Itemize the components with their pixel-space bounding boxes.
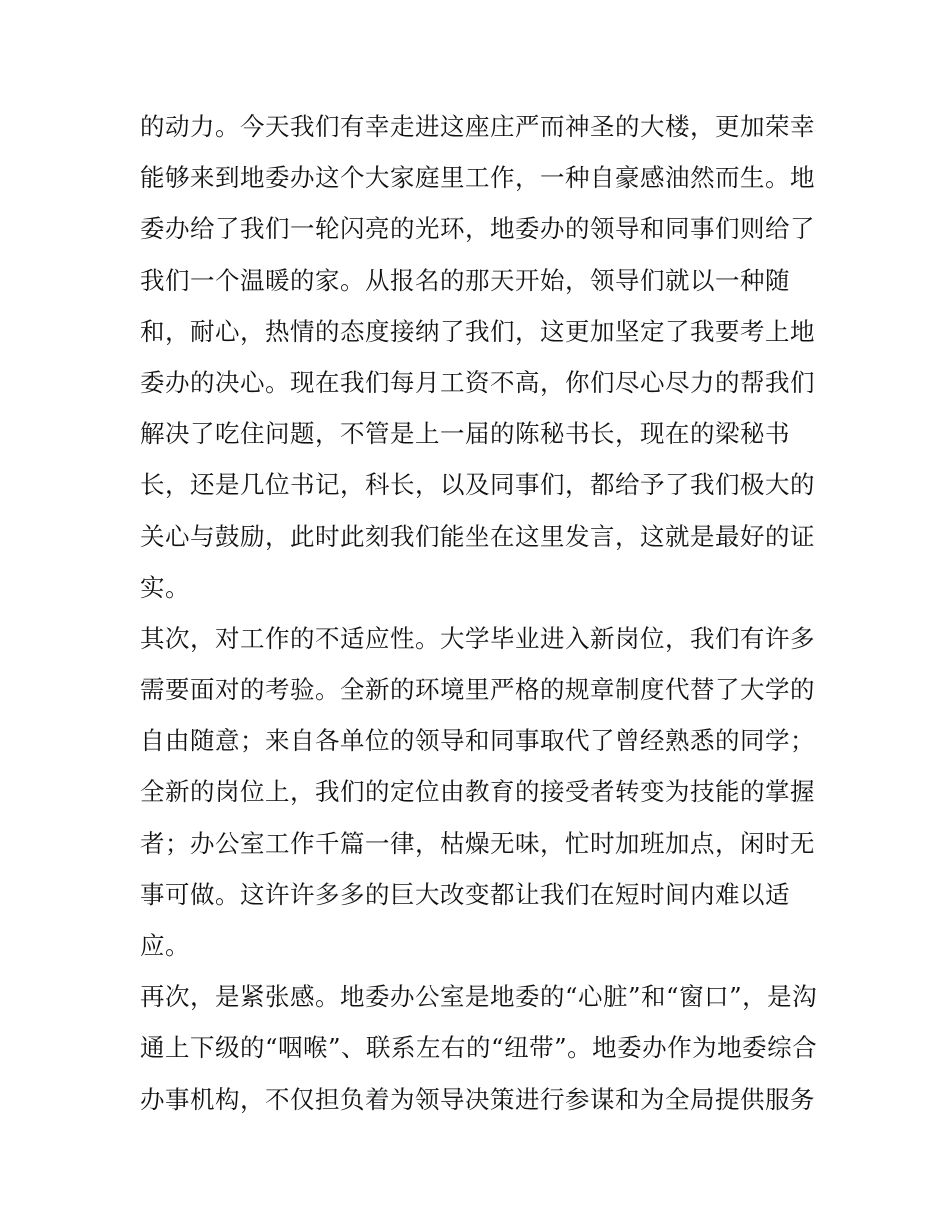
text-line: 需要面对的考验。全新的环境里严格的规章制度代替了大学的	[140, 675, 815, 705]
text-line: 委办的决心。现在我们每月工资不高，你们尽心尽力的帮我们	[140, 367, 815, 397]
text-line: 通上下级的“咽喉”、联系左右的“纽带”。地委办作为地委综合	[140, 1033, 818, 1063]
text-line: 应。	[140, 931, 190, 960]
text-line: 全新的岗位上，我们的定位由教育的接受者转变为技能的掌握	[140, 777, 815, 807]
text-line: 我们一个温暖的家。从报名的那天开始，领导们就以一种随	[140, 265, 790, 295]
text-line: 自由随意；来自各单位的领导和同事取代了曾经熟悉的同学；	[140, 726, 815, 756]
document-body	[140, 101, 820, 1125]
text-line: 长，还是几位书记，科长，以及同事们，都给予了我们极大的	[140, 470, 815, 500]
text-line: 能够来到地委办这个大家庭里工作，一种自豪感油然而生。地	[140, 163, 815, 193]
text-line: 委办给了我们一轮闪亮的光环，地委办的领导和同事们则给了	[140, 214, 815, 244]
text-line: 关心与鼓励，此时此刻我们能坐在这里发言，这就是最好的证	[140, 521, 815, 551]
text-line: 其次，对工作的不适应性。大学毕业进入新岗位，我们有许多	[140, 623, 815, 653]
text-line: 办事机构，不仅担负着为领导决策进行参谋和为全局提供服务	[140, 1084, 815, 1114]
text-line: 事可做。这许许多多的巨大改变都让我们在短时间内难以适	[140, 879, 790, 909]
text-line: 实。	[140, 572, 190, 602]
text-line: 和，耐心，热情的态度接纳了我们，这更加坚定了我要考上地	[140, 316, 815, 346]
text-line: 再次，是紧张感。地委办公室是地委的“心脏”和“窗口”，是沟	[140, 982, 818, 1012]
text-line: 的动力。今天我们有幸走进这座庄严而神圣的大楼，更加荣幸	[140, 112, 815, 141]
text-line: 者；办公室工作千篇一律，枯燥无味，忙时加班加点，闲时无	[140, 828, 815, 858]
text-line: 解决了吃住问题，不管是上一届的陈秘书长，现在的梁秘书	[140, 419, 790, 449]
